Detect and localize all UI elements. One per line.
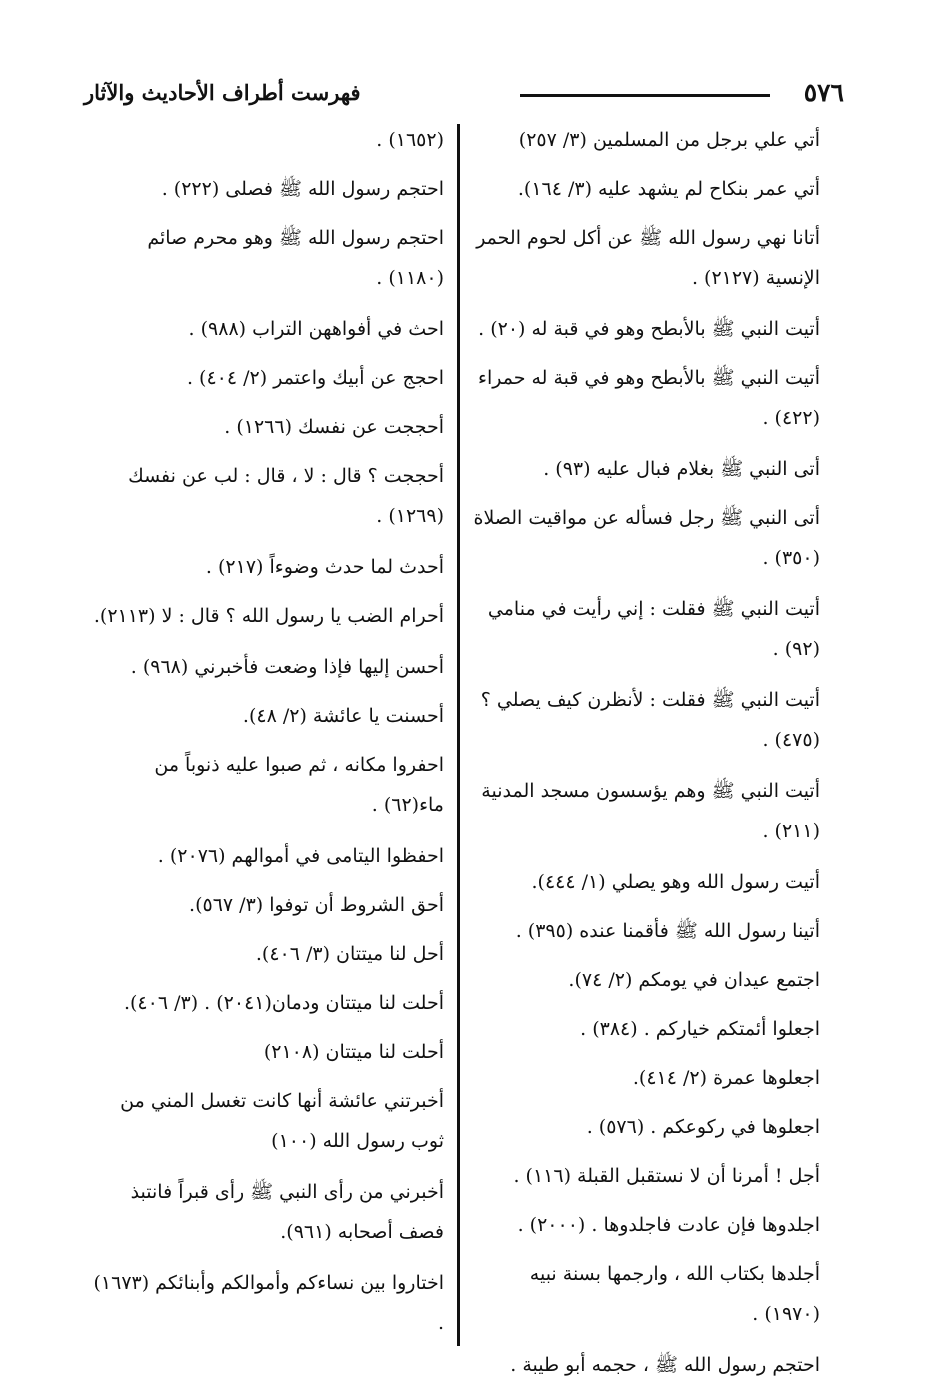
header-rule: [520, 94, 770, 97]
index-entry: أحلت لنا ميتتان ودمان(٢٠٤١) . (٣/ ٤٠٦).: [123, 992, 444, 1014]
index-entry: أتيت النبي ﷺ بالأبطح وهو في قبة له حمراء (٤٢٢) .: [478, 367, 820, 429]
right-column: [472, 120, 820, 1394]
index-entry: اجتمع عيدان في يومكم (٢/ ٧٤).: [568, 969, 820, 991]
index-entry: احتجم رسول الله ﷺ ، حجمه أبو طيبة .: [510, 1354, 820, 1376]
index-entry: أحدث لما حدث وضوءاً (٢١٧) .: [205, 556, 444, 578]
page-header: [84, 78, 844, 118]
index-entry: (١٦٥٢) .: [376, 129, 444, 151]
index-entry: أتانا نهي رسول الله ﷺ عن أكل لحوم الحمر الإنسية (٢١٢٧) .: [476, 227, 820, 289]
index-entry: أتي عمر بنكاح لم يشهد عليه (٣/ ١٦٤).: [517, 178, 820, 200]
index-entry: أجل ! أمرنا أن لا نستقبل القبلة (١١٦) .: [513, 1165, 820, 1187]
index-entry: أحججت ؟ قال : لا ، قال : لب عن نفسك (١٢٦٩) .: [128, 465, 444, 527]
index-entry: أجلدها بكتاب الله ، وارجمها بسنة نبيه (١٩٧٠) .: [529, 1263, 820, 1325]
running-title: فهرست أطراف الأحاديث والآثار: [84, 80, 361, 105]
index-entry: أحسنت يا عائشة (٢/ ٤٨).: [242, 705, 444, 727]
index-entry: أتى النبي ﷺ بغلام فبال عليه (٩٣) .: [543, 458, 820, 480]
index-entry: احفظوا اليتامى في أموالهم (٢٠٧٦) .: [157, 845, 444, 867]
index-entry: أحججت عن نفسك (١٢٦٦) .: [224, 416, 444, 438]
index-entry: أحل لنا ميتتان (٣/ ٤٠٦).: [255, 943, 444, 965]
index-entry: اجعلوها في ركوعكم . (٥٧٦) .: [586, 1116, 820, 1138]
index-entry: أحرام الضب يا رسول الله ؟ قال : لا (٢١١٣).: [93, 605, 444, 627]
column-divider: [457, 124, 460, 1346]
index-entry: أتيت النبي ﷺ فقلت : لأنظرن كيف يصلي ؟ (٤٧٥) .: [480, 689, 820, 751]
index-entry: أتى النبي ﷺ رجل فسأله عن مواقيت الصلاة (٣٥٠) .: [473, 507, 820, 569]
index-entry: أتي علي برجل من المسلمين (٣/ ٢٥٧): [518, 129, 820, 151]
index-entry: أتيت النبي ﷺ وهم يؤسسون مسجد المدنية (٢١١) .: [481, 780, 820, 842]
index-entry: احث في أفواههن التراب (٩٨٨) .: [188, 318, 444, 340]
index-entry: احتجم رسول الله ﷺ فصلى (٢٢٢) .: [161, 178, 444, 200]
index-entry: أتينا رسول الله ﷺ فأقمنا عنده (٣٩٥) .: [515, 920, 820, 942]
index-entry: أتيت رسول الله وهو يصلي (١/ ٤٤٤).: [531, 871, 820, 893]
index-entry: اجلدوها فإن عادت فاجلدوها . (٢٠٠٠) .: [517, 1214, 820, 1236]
index-entry: أحسن إليها فإذا وضعت فأخبرني (٩٦٨) .: [130, 656, 444, 678]
index-entry: احتجم رسول الله ﷺ وهو محرم صائم (١١٨٠) .: [147, 227, 444, 289]
left-column: [92, 120, 444, 1352]
index-entry: أحلت لنا ميتتان (٢١٠٨): [263, 1041, 444, 1063]
index-entry: أحق الشروط أن توفوا (٣/ ٥٦٧).: [189, 894, 444, 916]
index-entry: أخبرني من رأى النبي ﷺ رأى قبراً فانتبذ فصف أصحابه (٩٦١).: [130, 1181, 444, 1243]
index-entry: احجج عن أبيك واعتمر (٢/ ٤٠٤) .: [186, 367, 444, 389]
index-entry: اجعلوا أئمتكم خياركم . (٣٨٤) .: [580, 1018, 820, 1040]
index-entry: اختاروا بين نساءكم وأموالكم وأبنائكم (١٦٧٣) .: [93, 1272, 444, 1334]
page-number: ٥٧٦: [803, 78, 844, 107]
index-entry: اجعلوها عمرة (٢/ ٤١٤).: [632, 1067, 820, 1089]
index-entry: أتيت النبي ﷺ بالأبطح وهو في قبة له (٢٠) .: [478, 318, 820, 340]
index-entry: احفروا مكانه ، ثم صبوا عليه ذنوباً من ماء(٦٢) .: [154, 754, 444, 816]
index-entry: أخبرتني عائشة أنها كانت تغسل المني من ثوب رسول الله (١٠٠): [120, 1090, 444, 1152]
index-entry: أتيت النبي ﷺ فقلت : إني رأيت في منامي (٩٢) .: [487, 598, 820, 660]
